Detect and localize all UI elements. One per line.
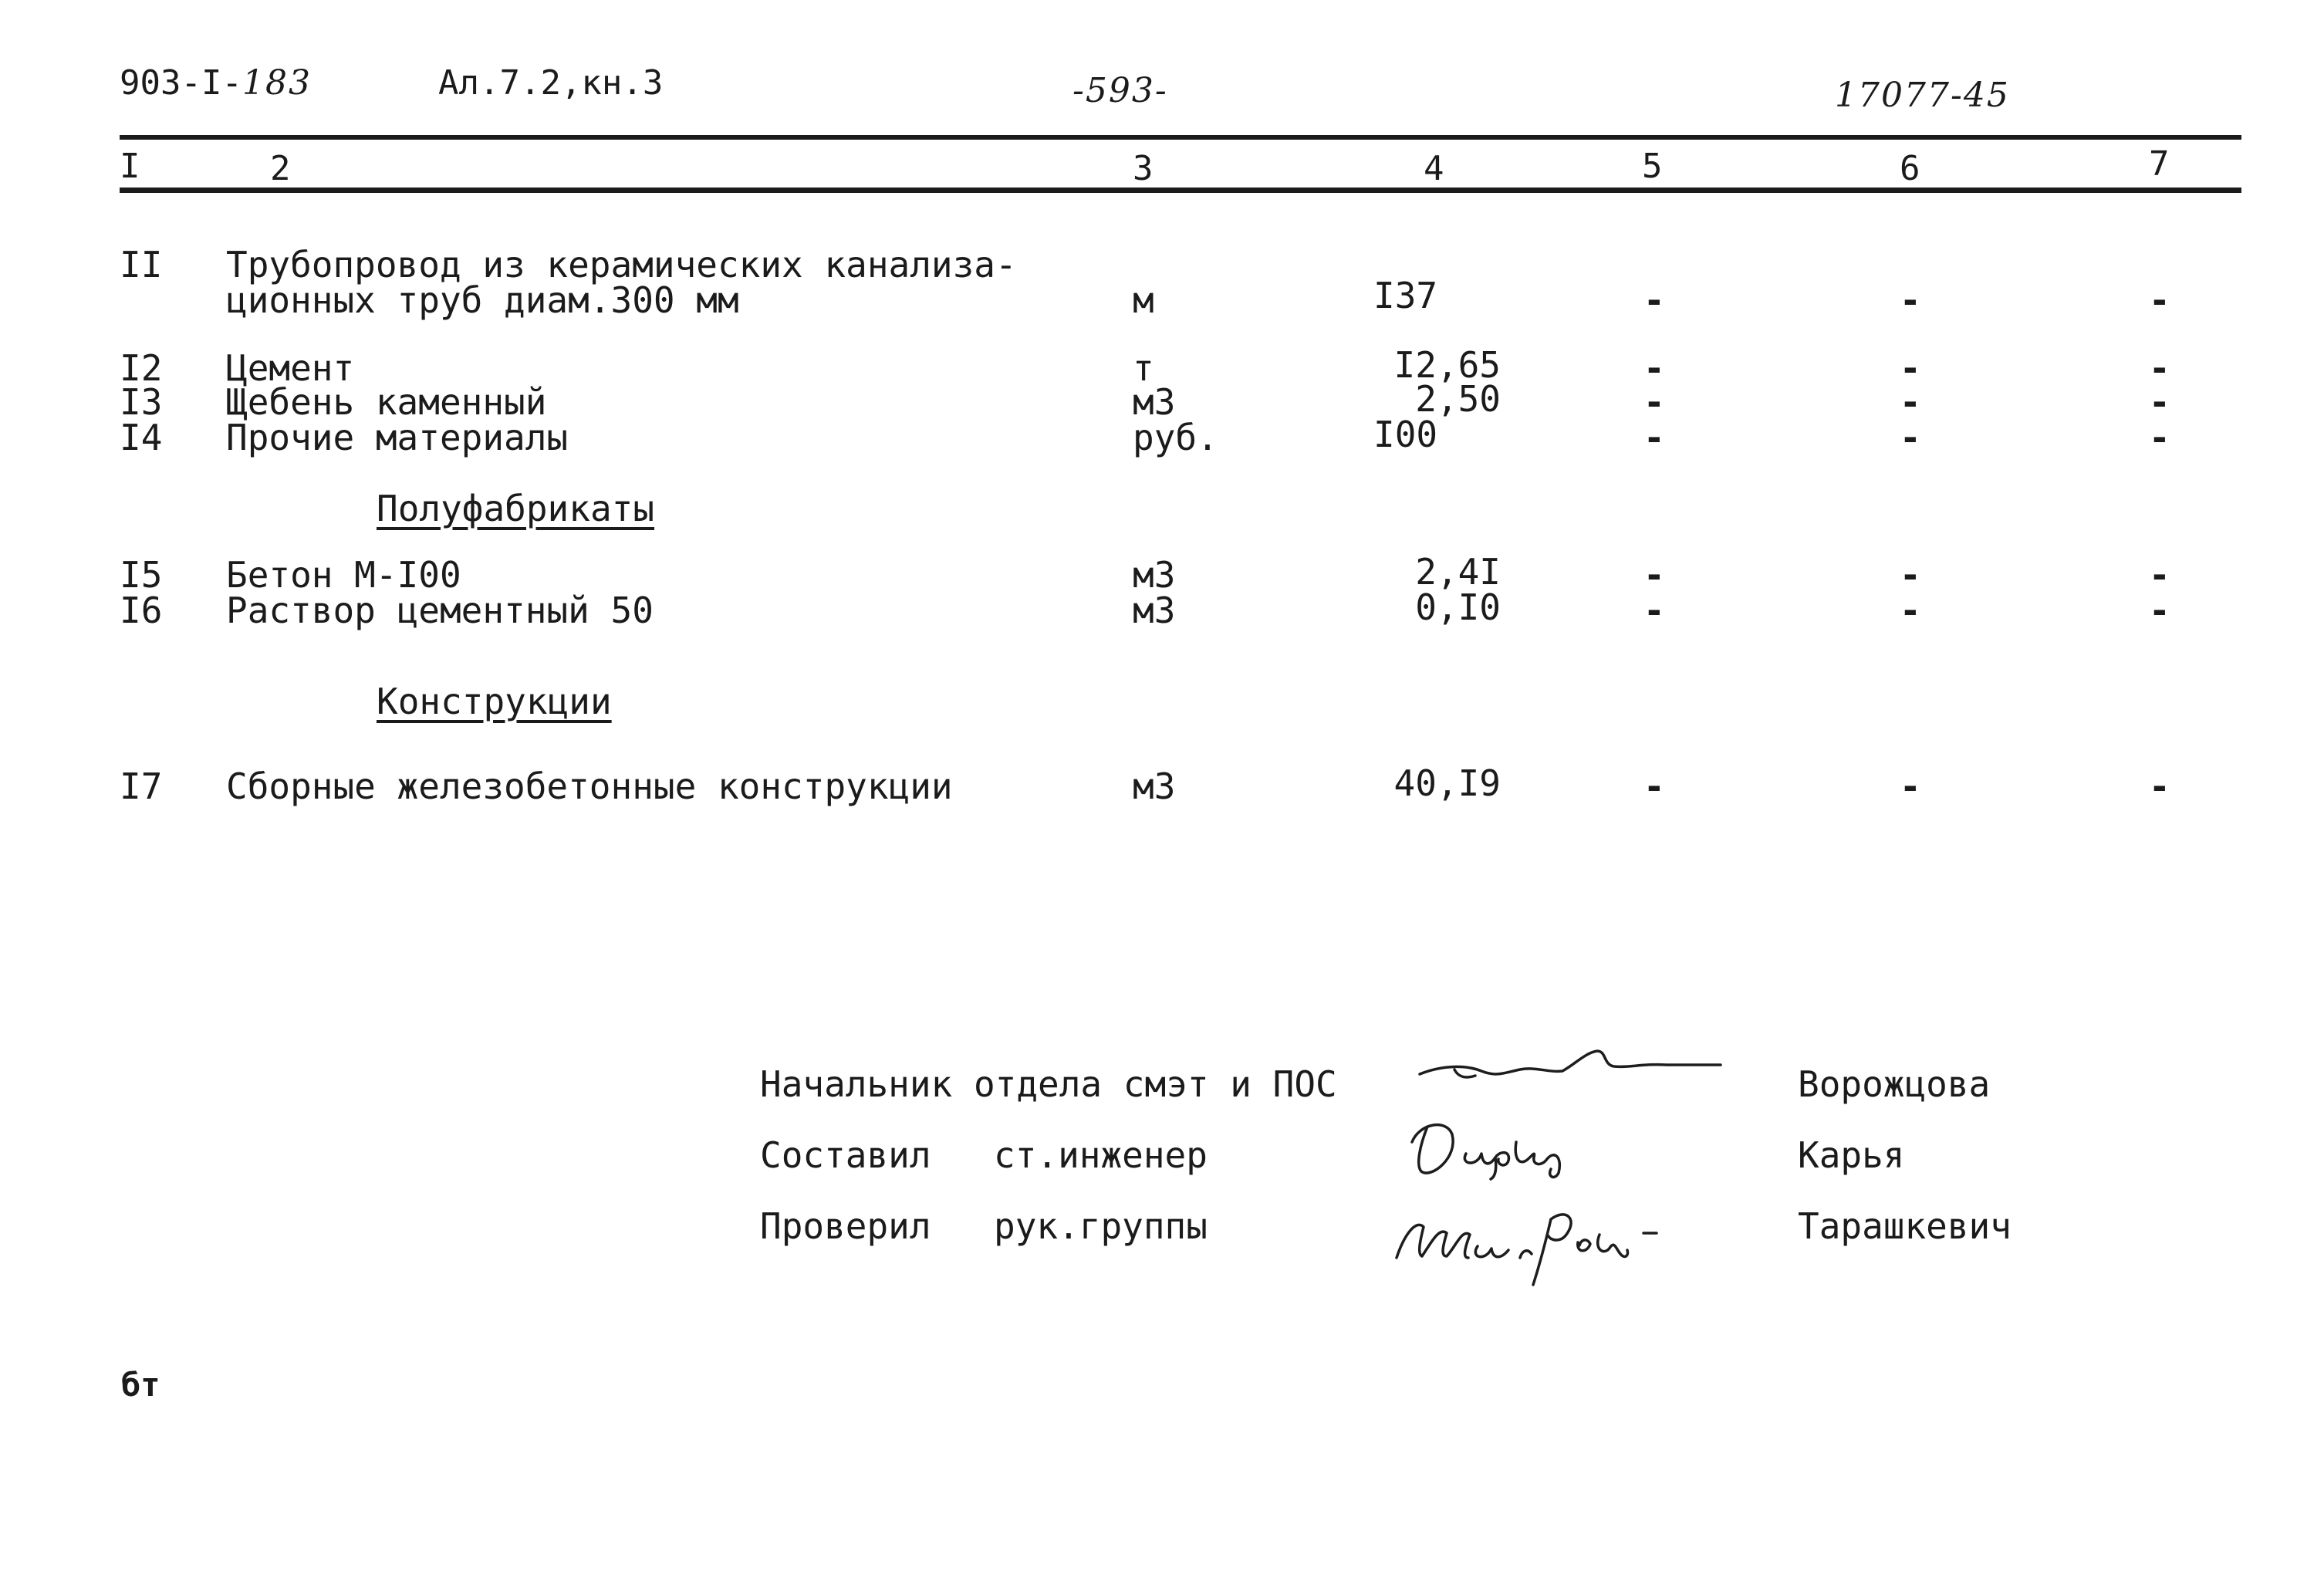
column-number-2: 2: [270, 149, 291, 188]
signature-role: Составил: [760, 1134, 931, 1176]
row-col5: -: [1643, 590, 1665, 631]
row-col6: -: [1900, 381, 1921, 423]
row-quantity: 0,I0: [1415, 586, 1501, 628]
row-col7: -: [2149, 279, 2170, 321]
row-col7: -: [2149, 590, 2170, 631]
document-code-handwritten: 183: [242, 63, 312, 103]
row-unit: м3: [1133, 765, 1176, 807]
row-number: I2: [120, 347, 163, 389]
row-quantity: I37: [1373, 275, 1438, 316]
row-name: Щебень каменный: [226, 381, 547, 423]
archive-number: 17077-45: [1835, 76, 2010, 115]
row-number: I4: [120, 417, 163, 458]
row-name-continued: ционных труб диам.300 мм: [226, 279, 739, 321]
row-name: Раствор цементный 50: [226, 590, 654, 631]
album-reference: Ал.7.2,кн.3: [438, 63, 664, 103]
signature-mark: [1404, 1111, 1605, 1181]
signature-name: Ворожцова: [1798, 1063, 1991, 1105]
row-quantity: I00: [1373, 414, 1438, 455]
row-quantity: I2,65: [1393, 344, 1501, 386]
signature-name: Тарашкевич: [1798, 1205, 2012, 1247]
document-code-printed: 903-I-: [120, 63, 242, 103]
row-col6: -: [1900, 279, 1921, 321]
row-col6: -: [1900, 347, 1921, 389]
signature-title: ст.инженер: [994, 1134, 1208, 1176]
row-name: Прочие материалы: [226, 417, 569, 458]
row-quantity: 2,50: [1415, 378, 1501, 420]
row-col5: -: [1643, 279, 1665, 321]
section-heading-semifinished: Полуфабрикаты: [377, 488, 655, 529]
row-number: I7: [120, 765, 163, 807]
page-number: -593-: [1072, 71, 1168, 110]
row-name: Трубопровод из керамических канализа-: [226, 244, 1017, 286]
column-number-7: 7: [2149, 144, 2170, 184]
row-col5: -: [1643, 554, 1665, 596]
row-name: Цемент: [226, 347, 355, 389]
row-col7: -: [2149, 417, 2170, 458]
table-header-rule: [120, 188, 2241, 193]
footer-mark: бт: [121, 1366, 160, 1404]
signature-name: Карья: [1798, 1134, 1905, 1176]
row-unit: м3: [1133, 381, 1176, 423]
row-quantity: 40,I9: [1393, 762, 1501, 804]
column-number-3: 3: [1133, 149, 1154, 188]
row-col6: -: [1900, 590, 1921, 631]
row-col6: -: [1900, 554, 1921, 596]
row-col5: -: [1643, 381, 1665, 423]
row-col5: -: [1643, 417, 1665, 458]
column-number-5: 5: [1642, 147, 1663, 186]
row-col7: -: [2149, 554, 2170, 596]
row-col6: -: [1900, 765, 1921, 807]
row-number: II: [120, 244, 163, 286]
signature-mark: [1412, 1042, 1736, 1103]
signature-title: рук.группы: [994, 1205, 1208, 1247]
row-unit: м3: [1133, 554, 1176, 596]
table-top-rule: [120, 135, 2241, 140]
row-col5: -: [1643, 765, 1665, 807]
row-unit: м: [1133, 279, 1154, 321]
column-number-4: 4: [1424, 149, 1444, 188]
row-unit: м3: [1133, 590, 1176, 631]
row-quantity: 2,4I: [1415, 551, 1501, 593]
row-name: Сборные железобетонные конструкции: [226, 765, 953, 807]
row-col5: -: [1643, 347, 1665, 389]
row-col7: -: [2149, 381, 2170, 423]
signature-role: Проверил: [760, 1205, 931, 1247]
document-code: [120, 63, 312, 103]
section-heading-structures: Конструкции: [377, 681, 612, 722]
column-number-1: I: [120, 147, 140, 186]
column-number-6: 6: [1900, 149, 1920, 188]
row-number: I5: [120, 554, 163, 596]
row-col7: -: [2149, 765, 2170, 807]
row-unit: т: [1133, 347, 1154, 389]
row-number: I6: [120, 590, 163, 631]
row-col6: -: [1900, 417, 1921, 458]
signature-role: Начальник отдела смэт и ПОС: [760, 1063, 1337, 1105]
signature-mark: [1385, 1173, 1709, 1289]
row-number: I3: [120, 381, 163, 423]
row-name: Бетон М-I00: [226, 554, 461, 596]
row-unit: руб.: [1133, 417, 1218, 458]
row-col7: -: [2149, 347, 2170, 389]
